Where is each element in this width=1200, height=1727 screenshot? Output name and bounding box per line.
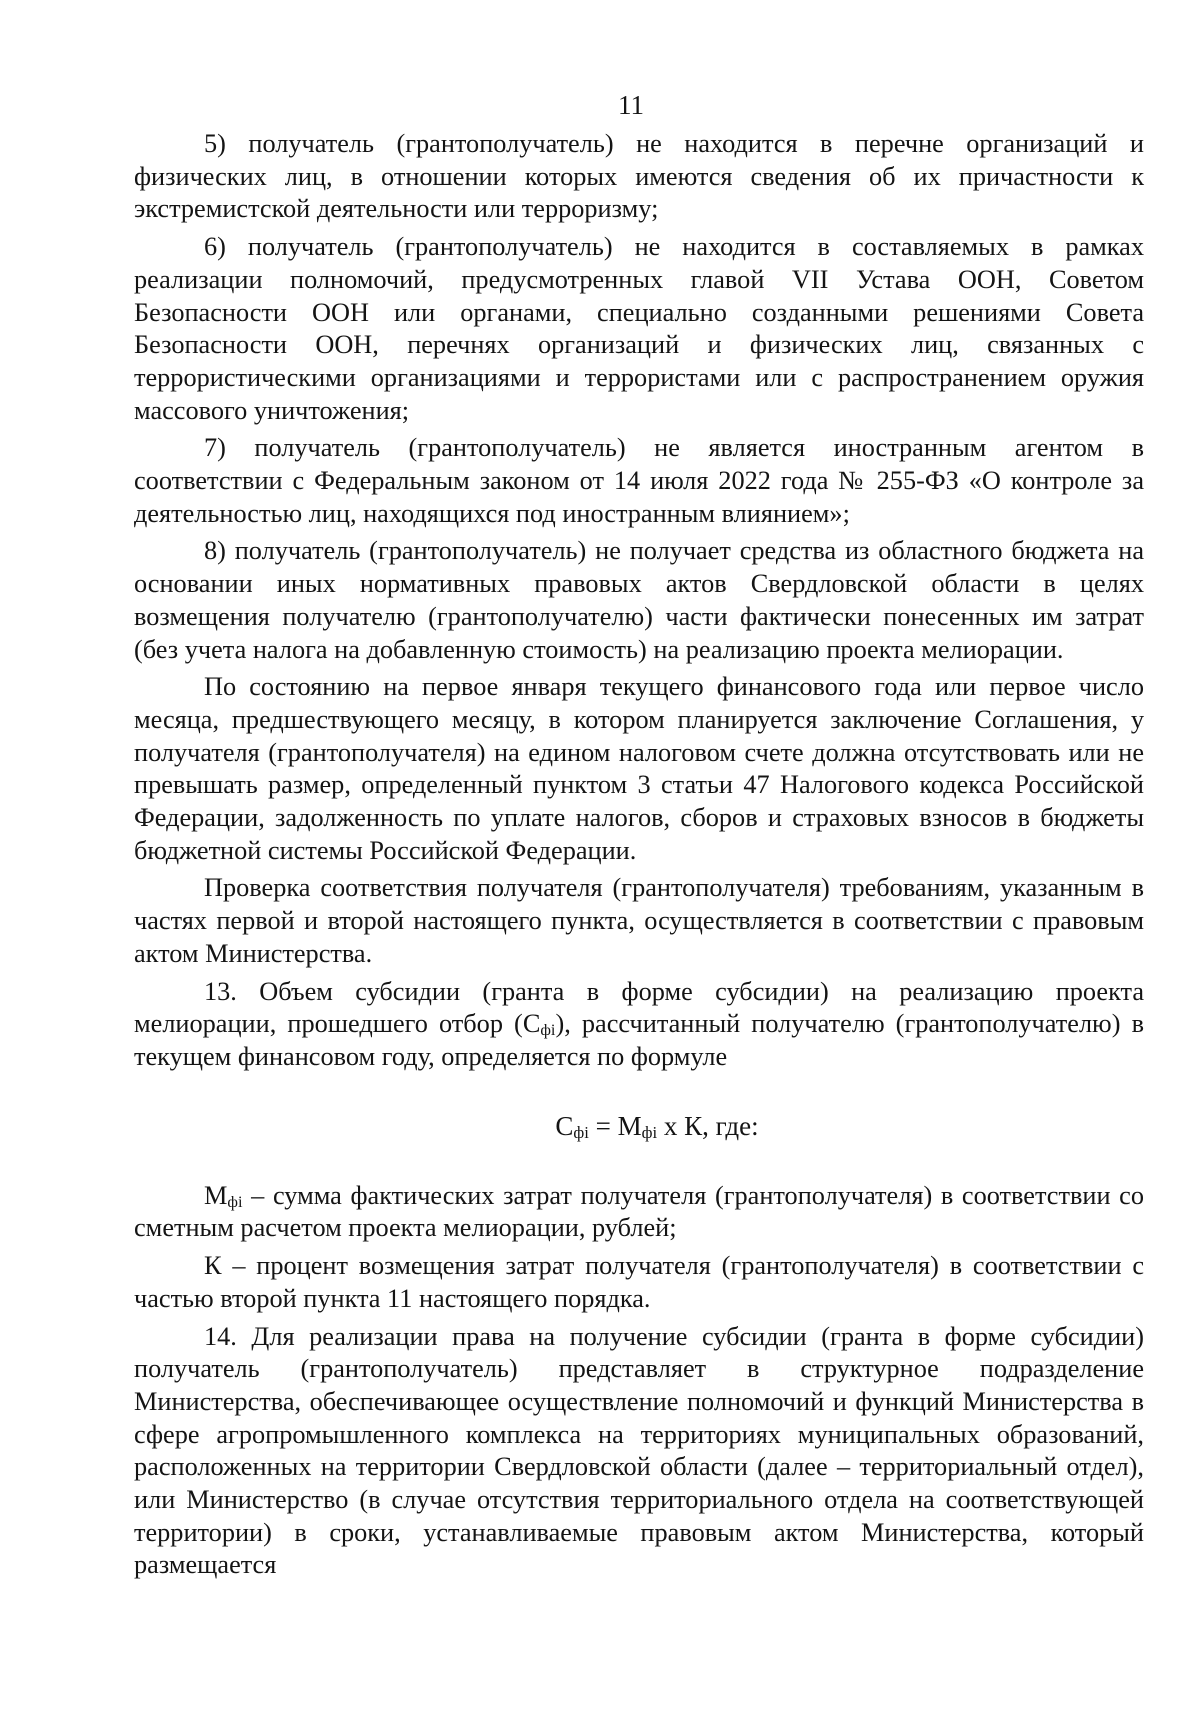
- formula-m-subscript: фi: [641, 1122, 658, 1142]
- paragraph-13-text-after: ), рассчитанный получателю (грантополучателю) в текущем финансовом году, определяется по формуле: [134, 1009, 1144, 1071]
- paragraph-13-text-before: 13. Объем субсидии (гранта в форме субсидии) на реализацию проекта мелиорации, прошедшего отбор (С: [134, 976, 1144, 1039]
- document-body: [134, 128, 1144, 1582]
- subsidy-formula: [134, 1074, 1144, 1180]
- paragraph-13: [134, 976, 1144, 1074]
- paragraph-verification: Проверка соответствия получателя (грантополучателя) требованиям, указанным в частях первой и второй настоящего пункта, осуществляется в соответствии с правовым актом Министерства.: [134, 873, 1144, 968]
- paragraph-item-6: 6) получатель (грантополучатель) не находится в составляемых в рамках реализации полномочий, предусмотренных главой VII Устава ООН, Советом Безопасности ООН или органами, специально созданными решениями Совета Безопасности ООН, перечнях организаций и физических лиц, связанных с террористическими организациями и террористами или с распространением оружия массового уничтожения;: [134, 232, 1144, 425]
- definition-m: [134, 1180, 1144, 1245]
- paragraph-tax-debt: По состоянию на первое января текущего финансового года или первое число месяца, предшествующего месяцу, в котором планируется заключение Соглашения, у получателя (грантополучателя) на едином налоговом счете должна отсутствовать или не превышать размер, определенный пунктом 3 статьи 47 Налогового кодекса Российской Федерации, задолженность по уплате налогов, сборов и страховых взносов в бюджеты бюджетной системы Российской Федерации.: [134, 672, 1144, 865]
- paragraph-item-7: 7) получатель (грантополучатель) не является иностранным агентом в соответствии с Федеральным законом от 14 июля 2022 года № 255-ФЗ «О контроле за деятельностью лиц, находящихся под иностранным влиянием»;: [134, 433, 1144, 528]
- paragraph-14: 14. Для реализации права на получение субсидии (гранта в форме субсидии) получатель (грантополучатель) представляет в структурное подразделение Министерства, обеспечивающее осуществление полномочий и функций Министерства в сфере агропромышленного комплекса на территориях муниципальных образований, расположенных на территории Свердловской области (далее – территориальный отдел), или Министерство (в случае отсутствия территориального отдела на соответствующей территории) в сроки, устанавливаемые правовым актом Министерства, который размещается: [134, 1321, 1144, 1580]
- formula-eq-m: = М: [588, 1110, 642, 1141]
- page-number: 11: [618, 90, 644, 120]
- formula-c: С: [555, 1110, 574, 1141]
- definition-m-symbol: М: [204, 1180, 228, 1210]
- definition-m-subscript: фi: [227, 1191, 243, 1211]
- paragraph-item-5: 5) получатель (грантополучатель) не находится в перечне организаций и физических лиц, в отношении которых имеются сведения об их причастности к экстремистской деятельности или терроризму;: [134, 129, 1144, 224]
- definition-m-text: – сумма фактических затрат получателя (грантополучателя) в соответствии со сметным расчетом проекта мелиорации, рублей;: [134, 1180, 1144, 1243]
- paragraph-item-8: 8) получатель (грантополучатель) не получает средства из областного бюджета на основании иных нормативных правовых актов Свердловской области в целях возмещения получателю (грантополучателю) части фактически понесенных им затрат (без учета налога на добавленную стоимость) на реализацию проекта мелиорации.: [134, 536, 1144, 664]
- formula-c-subscript: фi: [573, 1122, 589, 1142]
- paragraph-13-subscript: фi: [540, 1020, 556, 1040]
- definition-k: К – процент возмещения затрат получателя (грантополучателя) в соответствии с частью второй пункта 11 настоящего порядка.: [134, 1251, 1144, 1313]
- formula-rest: х К, где:: [657, 1110, 759, 1141]
